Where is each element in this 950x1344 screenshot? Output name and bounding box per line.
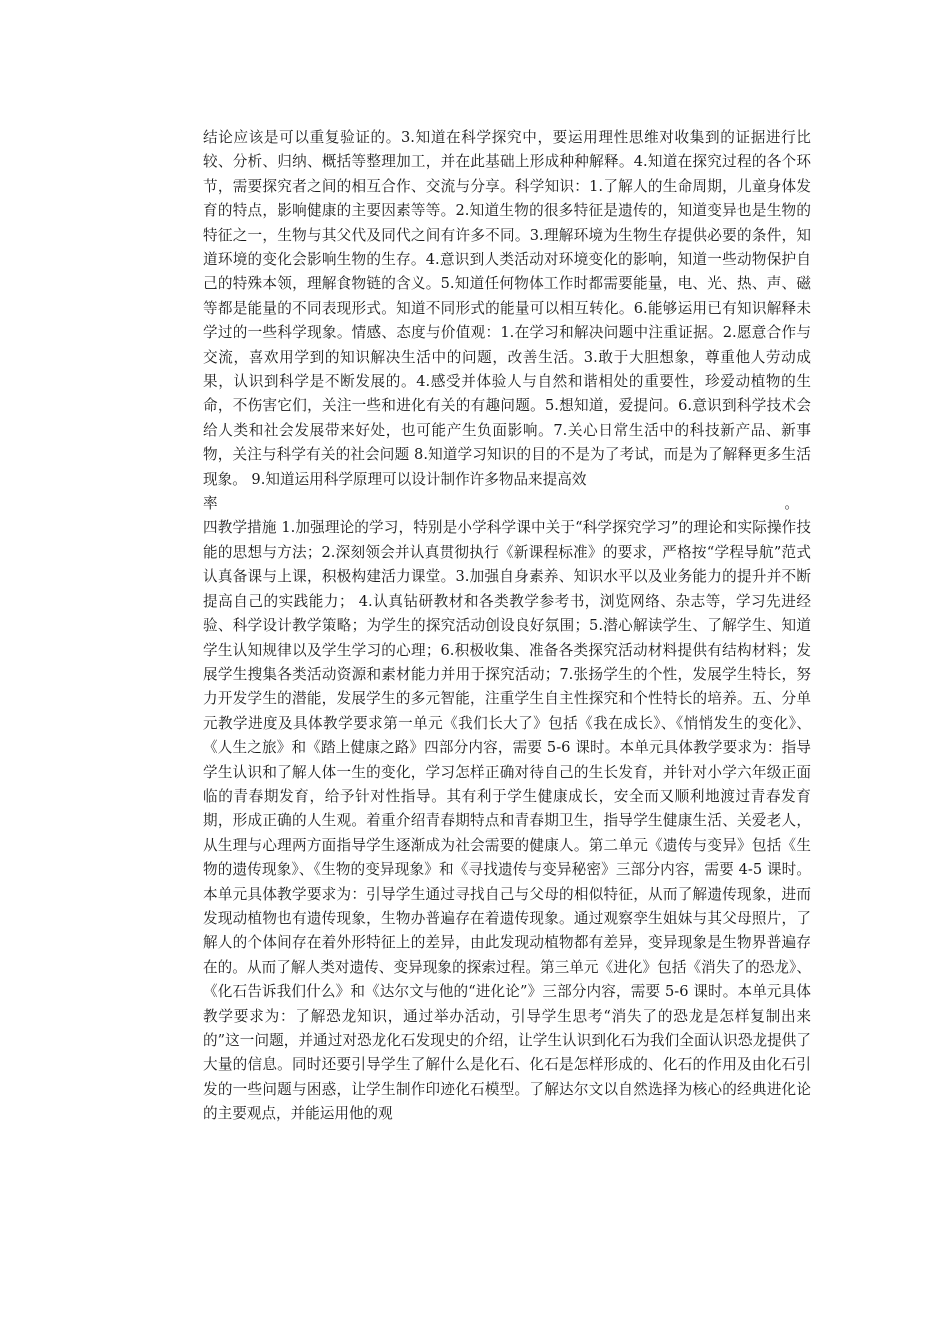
document-body [203, 126, 811, 1127]
paragraph-scientific-knowledge: 结论应该是可以重复验证的。3.知道在科学探究中，要运用理性思维对收集到的证据进行比较、分析、归纳、概括等整理加工，并在此基础上形成种种解释。4.知道在探究过程的各个环节，需要探究者之间的相互合作、交流与分享。科学知识：1.了解人的生命周期，儿童身体发育的特点，影响健康的主要因素等等。2.知道生物的很多特征是遗传的，知道变异也是生物的特征之一，生物与其父代及同代之间有许多不同。3.理解环境为生物生存提供必要的条件，知道环境的变化会影响生物的生存。4.意识到人类活动对环境变化的影响，知道一些动物保护自己的特殊本领，理解食物链的含义。5.知道任何物体工作时都需要能量，电、光、热、声、磁等都是能量的不同表现形式。知道不同形式的能量可以相互转化。6.能够运用已有知识解释未学过的一些科学现象。情感、态度与价值观：1.在学习和解决问题中注重证据。2.愿意合作与交流，喜欢用学到的知识解决生活中的问题，改善生活。3.敢于大胆想象，尊重他人劳动成果，认识到科学是不断发展的。4.感受并体验人与自然和谐相处的重要性，珍爱动植物的生命，不伤害它们，关注一些和进化有关的有趣问题。5.想知道，爱提问。6.意识到科学技术会给人类和社会发展带来好处，也可能产生负面影响。7.关心日常生活中的科技新产品、新事物，关注与科学有关的社会问题 8.知道学习知识的目的不是为了考试，而是为了解释更多生活现象。 9.知道运用科学原理可以设计制作许多物品来提高效 [203, 129, 811, 488]
paragraph-teaching-measures: 四教学措施 1.加强理论的学习，特别是小学科学课中关于“科学探究学习”的理论和实际操作技能的思想与方法；2.深刻领会并认真贯彻执行《新课程标准》的要求，严格按“学程导航”范式认真备课与上课，积极构建活力课堂。3.加强自身素养、知识水平以及业务能力的提升并不断提高自己的实践能力； 4.认真钻研教材和各类教学参考书，浏览网络、杂志等，学习先进经验、科学设计教学策略；为学生的探究活动创设良好氛围；5.潜心解读学生、了解学生、知道学生认知规律以及学生学习的心理；6.积极收集、准备各类探究活动材料提供有结构材料；发展学生搜集各类活动资源和素材能力并用于探究活动；7.张扬学生的个性，发展学生特长，努力开发学生的潜能，发展学生的多元智能，注重学生自主性探究和个性特长的培养。五、分单元教学进度及具体教学要求第一单元《我们长大了》包括《我在成长》、《悄悄发生的变化》、《人生之旅》和《踏上健康之路》四部分内容，需要 5-6 课时。本单元具体教学要求为：指导学生认识和了解人体一生的变化，学习怎样正确对待自己的生长发育，并针对小学六年级正面临的青春期发育，给予针对性指导。其有利于学生健康成长，安全而又顺利地渡过青春发育期，形成正确的人生观。着重介绍青春期特点和青春期卫生，指导学生健康生活、关爱老人，从生理与心理两方面指导学生逐渐成为社会需要的健康人。第二单元《遗传与变异》包括《生物的遗传现象》、《生物的变异现象》和《寻找遗传与变异秘密》三部分内容，需要 4-5 课时。本单元具体教学要求为：引导学生通过寻找自己与父母的相似特征，从而了解遗传现象，进而发现动植物也有遗传现象，生物办普遍存在着遗传现象。通过观察孪生姐妹与其父母照片，了解人的个体间存在着外形特征上的差异，由此发现动植物都有差异，变异现象是生物界普遍存在的。从而了解人类对遗传、变异现象的探索过程。第三单元《进化》包括《消失了的恐龙》、《化石告诉我们什么》和《达尔文与他的“进化论”》三部分内容，需要 5-6 课时。本单元具体教学要求为：了解恐龙知识，通过举办活动，引导学生思考“消失了的恐龙是怎样复制出来的”这一问题，并通过对恐龙化石发现史的介绍，让学生认识到化石为我们全面认识恐龙提供了大量的信息。同时还要引导学生了解什么是化石、化石是怎样形成的、化石的作用及由化石引发的一些问题与困惑，让学生制作印迹化石模型。了解达尔文以自然选择为核心的经典进化论的主要观点，并能运用他的观 [203, 519, 811, 1123]
paragraph-tail-line [203, 492, 811, 516]
paragraph-end-mark: 。 [784, 495, 799, 513]
paragraph-tail-char: 率 [203, 495, 218, 513]
